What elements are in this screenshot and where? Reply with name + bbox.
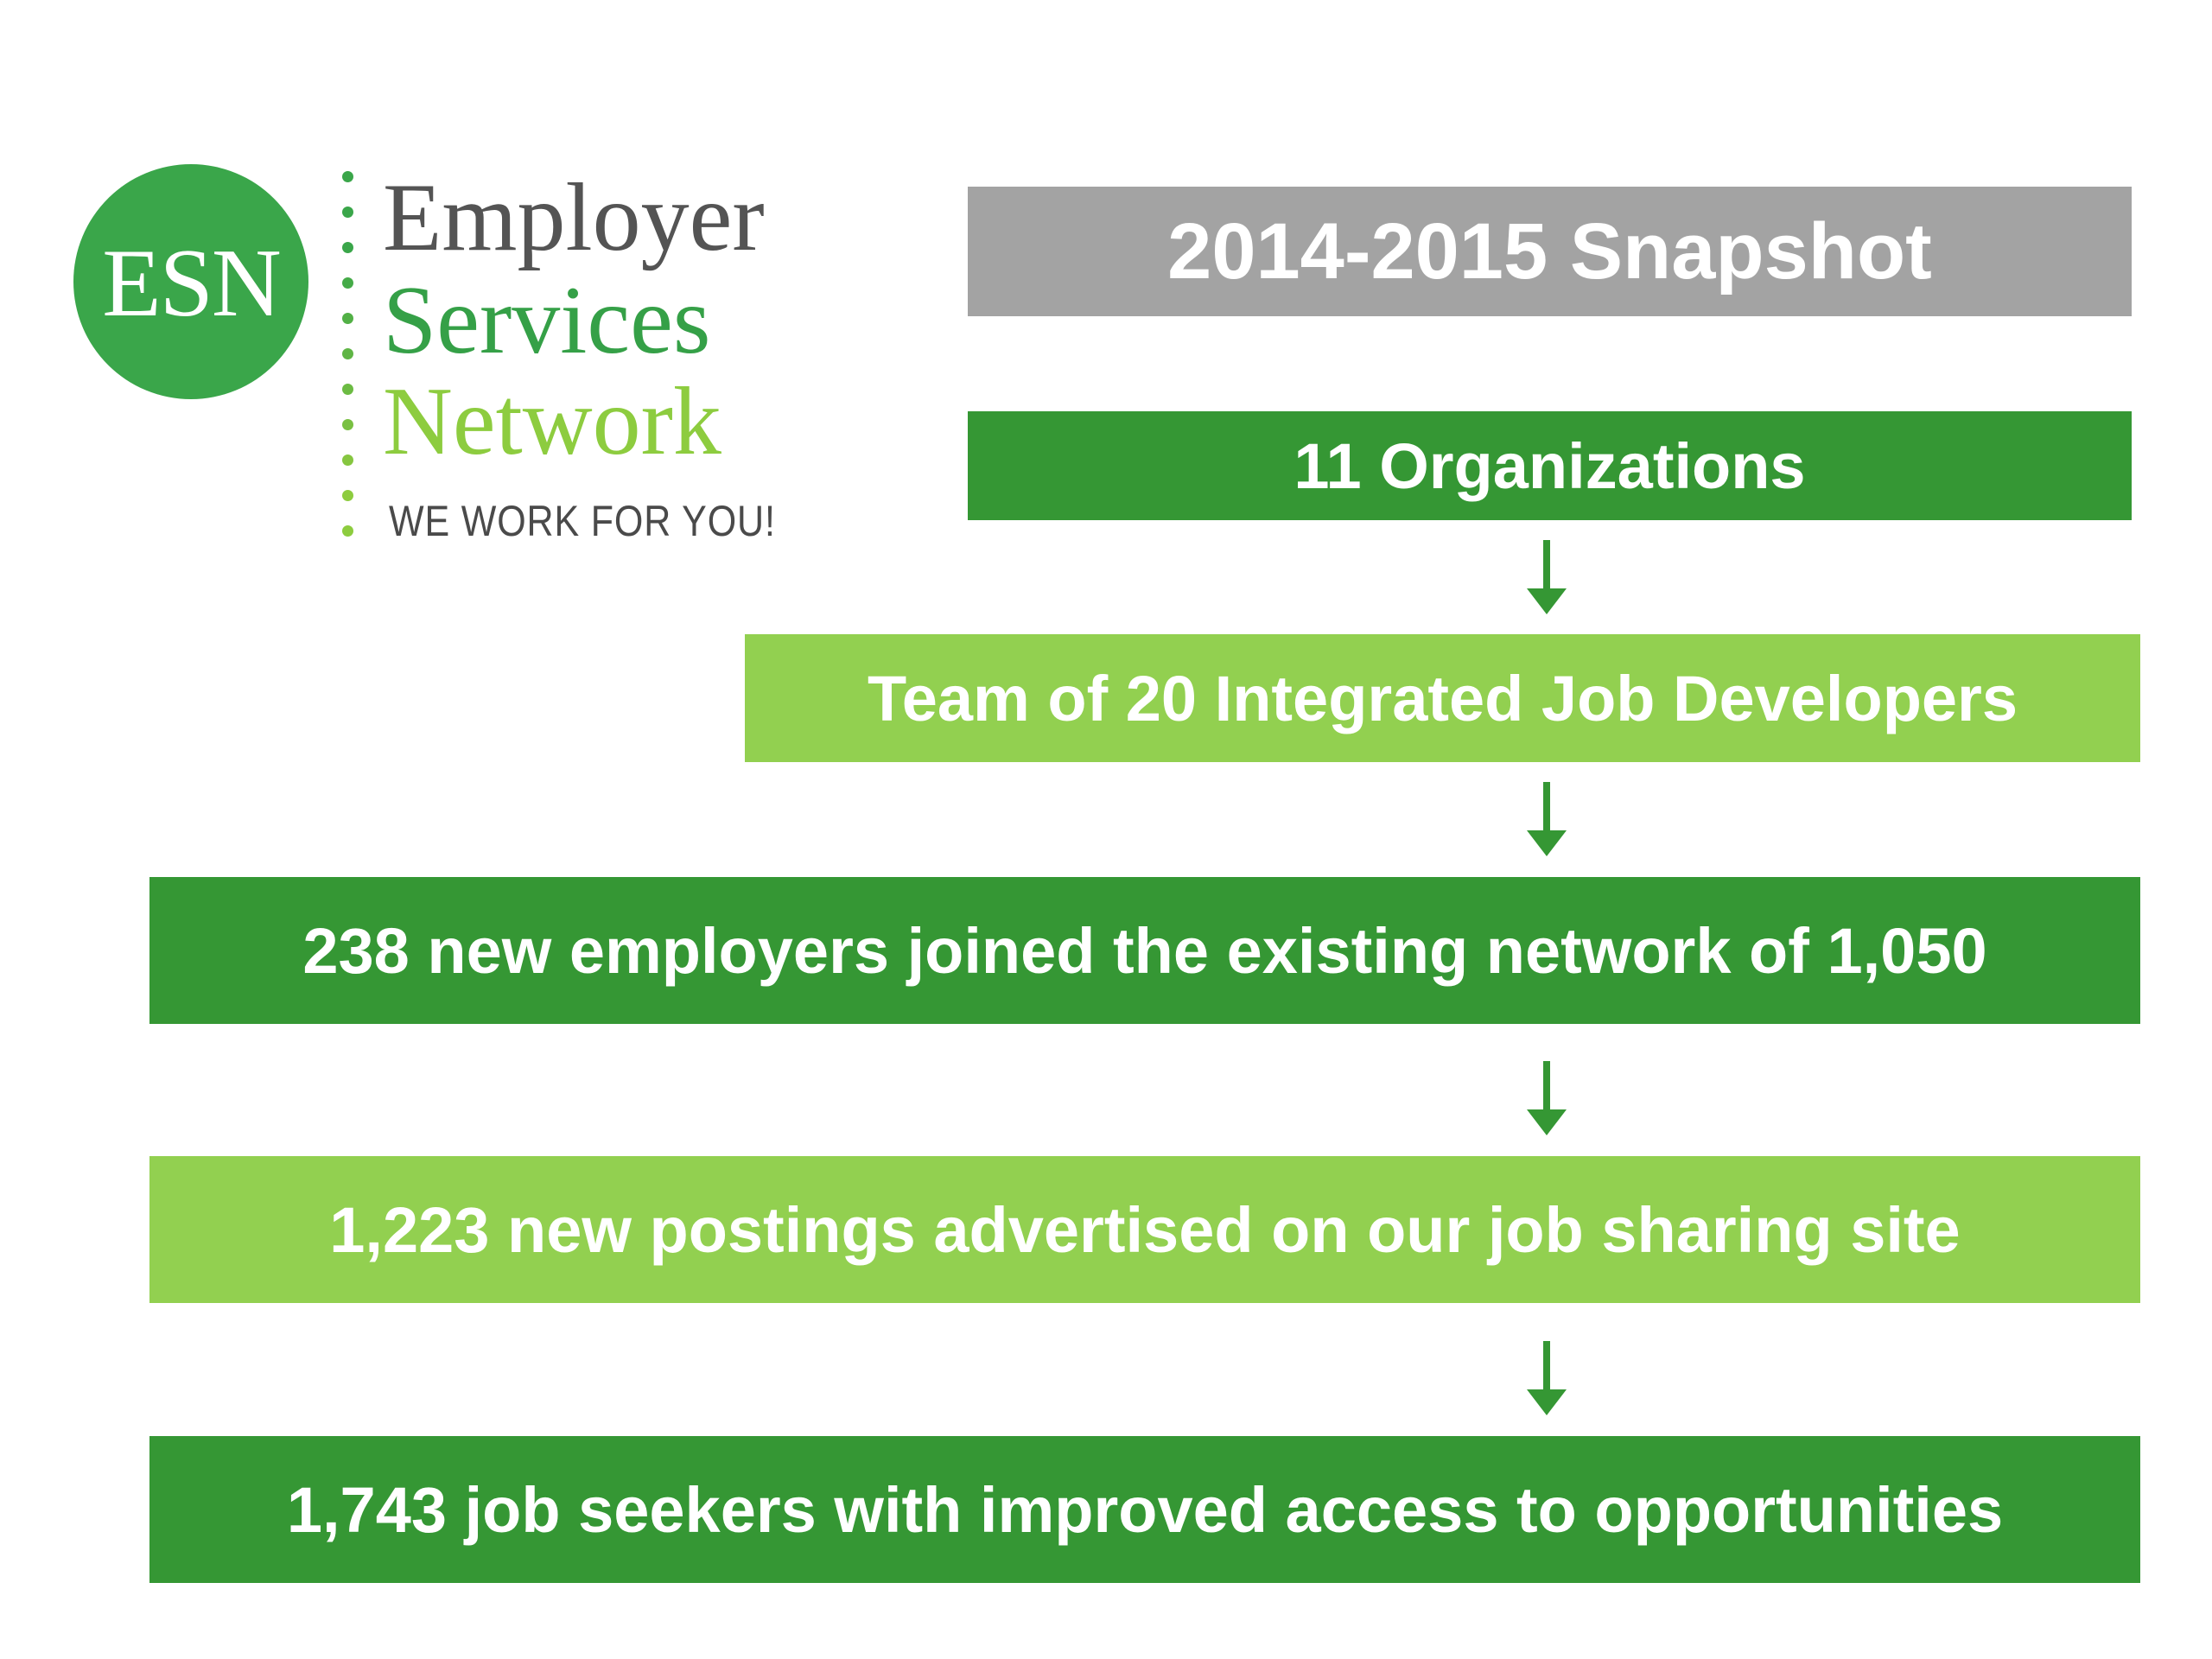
logo-dot (342, 490, 353, 501)
logo-dot (342, 242, 353, 253)
logo-dot (342, 207, 353, 218)
logo-dot (342, 384, 353, 395)
logo-tagline: WE WORK FOR YOU! (389, 497, 776, 545)
step-job-seekers: 1,743 job seekers with improved access to opportunities (149, 1436, 2140, 1583)
step-organizations: 11 Organizations (968, 411, 2132, 520)
badge-text: ESN (102, 230, 280, 337)
logo-dot (342, 419, 353, 430)
logo-dot (342, 277, 353, 289)
logo-word-services: Services (383, 267, 711, 374)
esn-badge (73, 164, 308, 399)
logo-dot (342, 171, 353, 182)
logo-dotted-divider (339, 171, 356, 551)
logo-word-network: Network (383, 368, 721, 475)
down-arrow-icon (1527, 1341, 1567, 1415)
step-job-developers: Team of 20 Integrated Job Developers (745, 634, 2140, 762)
logo-dot (342, 313, 353, 324)
logo-dot (342, 454, 353, 466)
down-arrow-icon (1527, 782, 1567, 856)
step-new-postings: 1,223 new postings advertised on our job sharing site (149, 1156, 2140, 1303)
logo-dot (342, 348, 353, 359)
step-new-employers: 238 new employers joined the existing network of 1,050 (149, 877, 2140, 1024)
esn-logo (69, 164, 847, 562)
down-arrow-icon (1527, 1061, 1567, 1135)
snapshot-title: 2014-2015 Snapshot (968, 187, 2132, 316)
down-arrow-icon (1527, 540, 1567, 614)
logo-word-employer: Employer (383, 164, 765, 271)
logo-dot (342, 525, 353, 537)
